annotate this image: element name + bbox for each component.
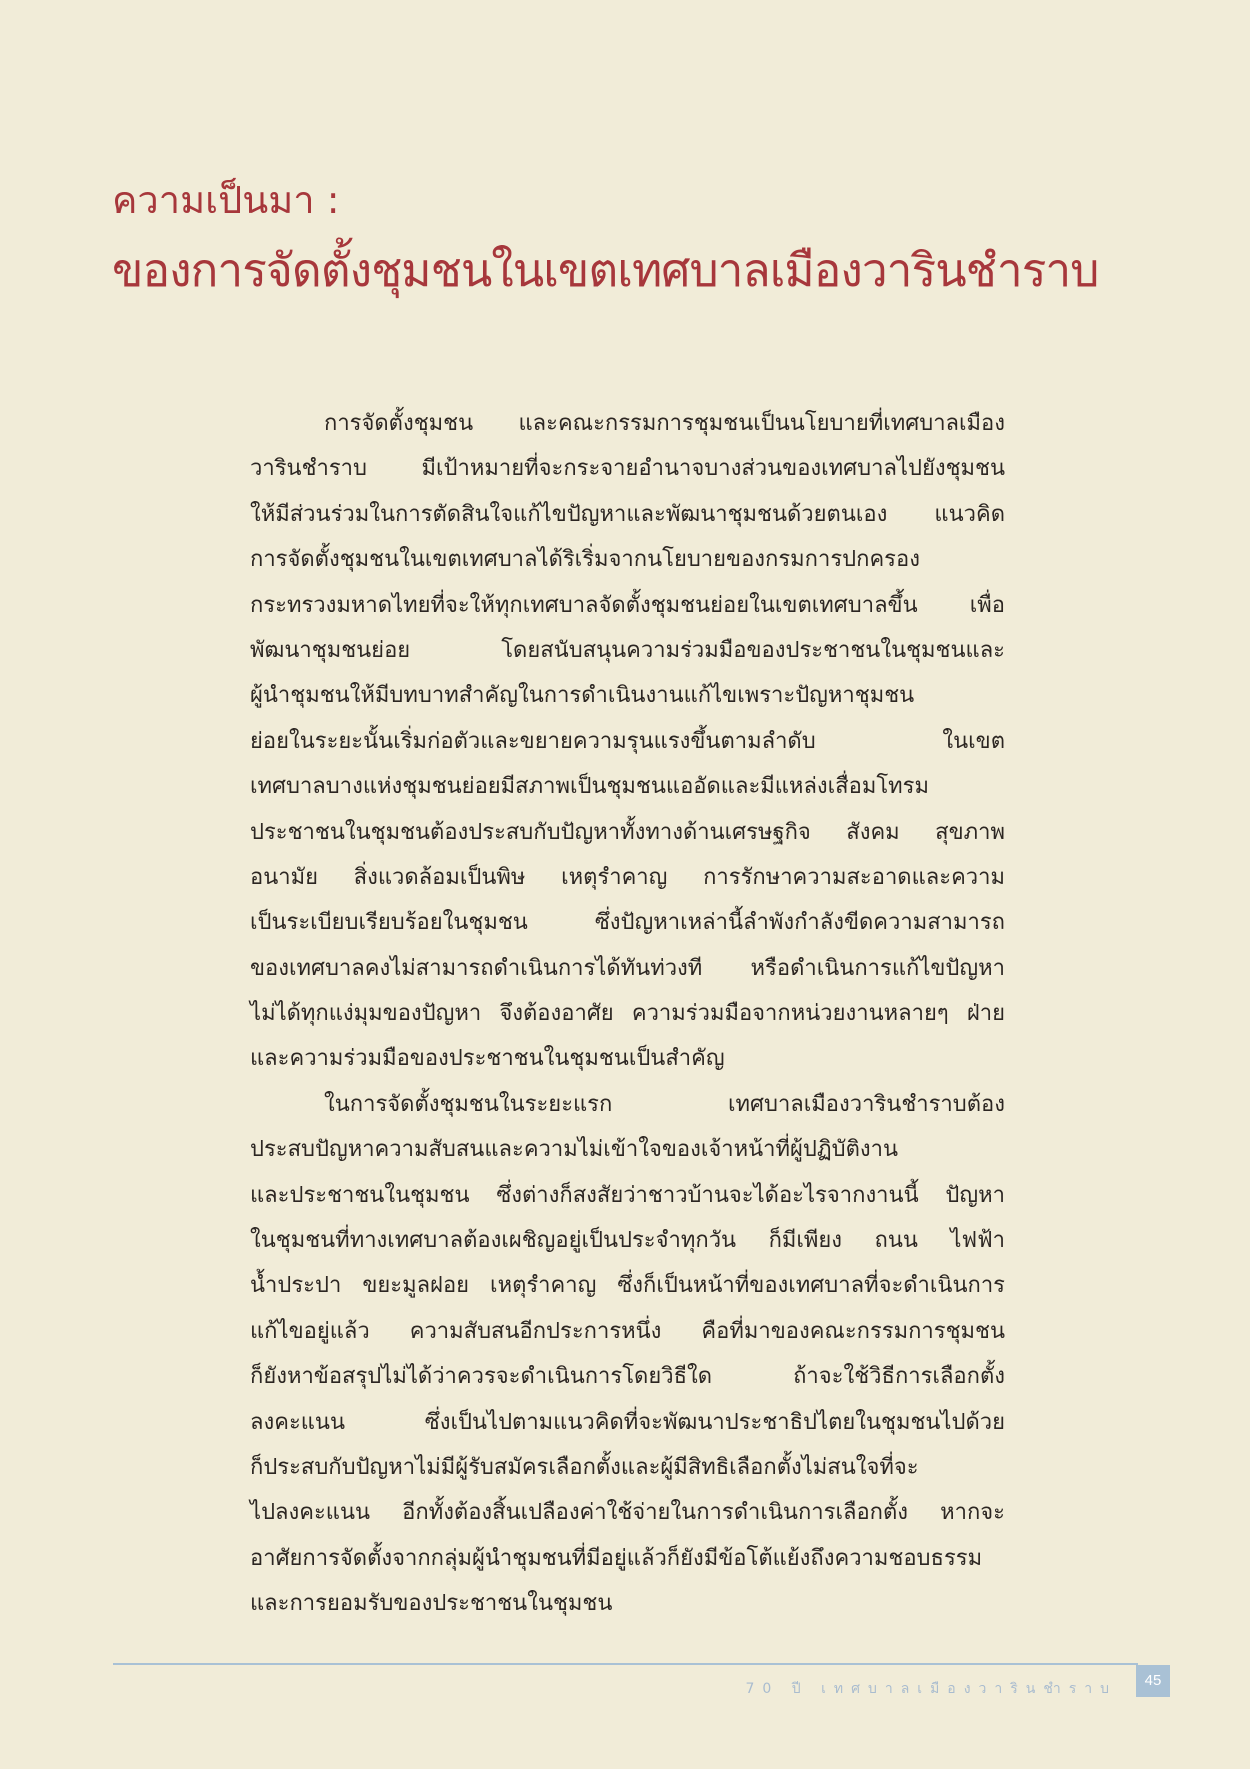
running-footer-title: 70 ปี เทศบาลเมืองวารินชำราบ — [745, 1681, 1117, 1697]
text-line: น้ำประปา ขยะมูลฝอย เหตุรำคาญ ซึ่งก็เป็นหน้าที่ของเทศบาลที่จะดำเนินการ — [250, 1273, 1005, 1299]
footer-divider — [113, 1663, 1138, 1665]
text-line: ประชาชนในชุมชนต้องประสบกับปัญหาทั้งทางด้านเศรษฐกิจ สังคม สุขภาพ — [250, 819, 1005, 845]
page-number-badge: 45 — [1136, 1665, 1170, 1697]
text-line: ลงคะแนน ซึ่งเป็นไปตามแนวคิดที่จะพัฒนาประชาธิปไตยในชุมชนไปด้วย — [250, 1409, 1005, 1435]
body-text — [250, 401, 1005, 1627]
text-line: ผู้นำชุมชนให้มีบทบาทสำคัญในการดำเนินงานแก้ไขเพราะปัญหาชุมชน — [250, 683, 915, 709]
text-line: ไปลงคะแนน อีกทั้งต้องสิ้นเปลืองค่าใช้จ่ายในการดำเนินการเลือกตั้ง หากจะ — [250, 1500, 1005, 1526]
text-line: และประชาชนในชุมชน ซึ่งต่างก็สงสัยว่าชาวบ้านจะได้อะไรจากงานนี้ ปัญหา — [250, 1182, 1005, 1208]
text-line: ของเทศบาลคงไม่สามารถดำเนินการได้ทันท่วงที หรือดำเนินการแก้ไขปัญหา — [250, 955, 1005, 981]
text-line: การจัดตั้งชุมชน และคณะกรรมการชุมชนเป็นนโยบายที่เทศบาลเมือง — [324, 411, 1005, 436]
text-line: ในชุมชนที่ทางเทศบาลต้องเผชิญอยู่เป็นประจำทุกวัน ก็มีเพียง ถนน ไฟฟ้า — [250, 1228, 1005, 1254]
text-line: อนามัย สิ่งแวดล้อมเป็นพิษ เหตุรำคาญ การรักษาความสะอาดและความ — [250, 864, 1005, 890]
text-line: ก็ยังหาข้อสรุปไม่ได้ว่าควรจะดำเนินการโดยวิธีใด ถ้าจะใช้วิธีการเลือกตั้ง — [250, 1364, 1005, 1390]
text-line: ย่อยในระยะนั้นเริ่มก่อตัวและขยายความรุนแรงขึ้นตามลำดับ ในเขต — [250, 728, 1005, 754]
heading-line-1: ความเป็นมา : — [112, 178, 340, 222]
text-line: การจัดตั้งชุมชนในเขตเทศบาลได้ริเริ่มจากนโยบายของกรมการปกครอง — [250, 547, 920, 573]
text-line: และการยอมรับของประชาชนในชุมชน — [250, 1591, 613, 1617]
text-line: วารินชำราบ มีเป้าหมายที่จะกระจายอำนาจบางส่วนของเทศบาลไปยังชุมชน — [250, 456, 1005, 482]
text-line: ไม่ได้ทุกแง่มุมของปัญหา จึงต้องอาศัย ความร่วมมือจากหน่วยงานหลายๆ ฝ่าย — [250, 1001, 1005, 1027]
text-line: ในการจัดตั้งชุมชนในระยะแรก เทศบาลเมืองวารินชำราบต้อง — [324, 1091, 1005, 1117]
text-line: พัฒนาชุมชนย่อย โดยสนับสนุนความร่วมมือของประชาชนในชุมชนและ — [250, 637, 1005, 663]
paragraph-1 — [250, 401, 1005, 1082]
text-line: กระทรวงมหาดไทยที่จะให้ทุกเทศบาลจัดตั้งชุมชนย่อยในเขตเทศบาลขึ้น เพื่อ — [250, 592, 1005, 618]
text-line: ให้มีส่วนร่วมในการตัดสินใจแก้ไขปัญหาและพัฒนาชุมชนด้วยตนเอง แนวคิด — [250, 501, 1005, 527]
text-line: ประสบปัญหาความสับสนและความไม่เข้าใจของเจ้าหน้าที่ผู้ปฏิบัติงาน — [250, 1137, 899, 1163]
text-line: แก้ไขอยู่แล้ว ความสับสนอีกประการหนึ่ง คือที่มาของคณะกรรมการชุมชน — [250, 1318, 1005, 1344]
text-line: เทศบาลบางแห่งชุมชนย่อยมีสภาพเป็นชุมชนแออัดและมีแหล่งเสื่อมโทรม — [250, 774, 929, 800]
heading-line-2: ของการจัดตั้งชุมชนในเขตเทศบาลเมืองวารินชำราบ — [112, 243, 1099, 297]
text-line: เป็นระเบียบเรียบร้อยในชุมชน ซึ่งปัญหาเหล่านี้ลำพังกำลังขีดความสามารถ — [250, 910, 1005, 936]
text-line: ก็ประสบกับปัญหาไม่มีผู้รับสมัครเลือกตั้งและผู้มีสิทธิเลือกตั้งไม่สนใจที่จะ — [250, 1454, 919, 1480]
paragraph-2 — [250, 1082, 1005, 1627]
text-line: และความร่วมมือของประชาชนในชุมชนเป็นสำคัญ — [250, 1046, 725, 1072]
page-heading — [112, 170, 1162, 310]
text-line: อาศัยการจัดตั้งจากกลุ่มผู้นำชุมชนที่มีอยู่แล้วก็ยังมีข้อโต้แย้งถึงความชอบธรรม — [250, 1545, 983, 1571]
